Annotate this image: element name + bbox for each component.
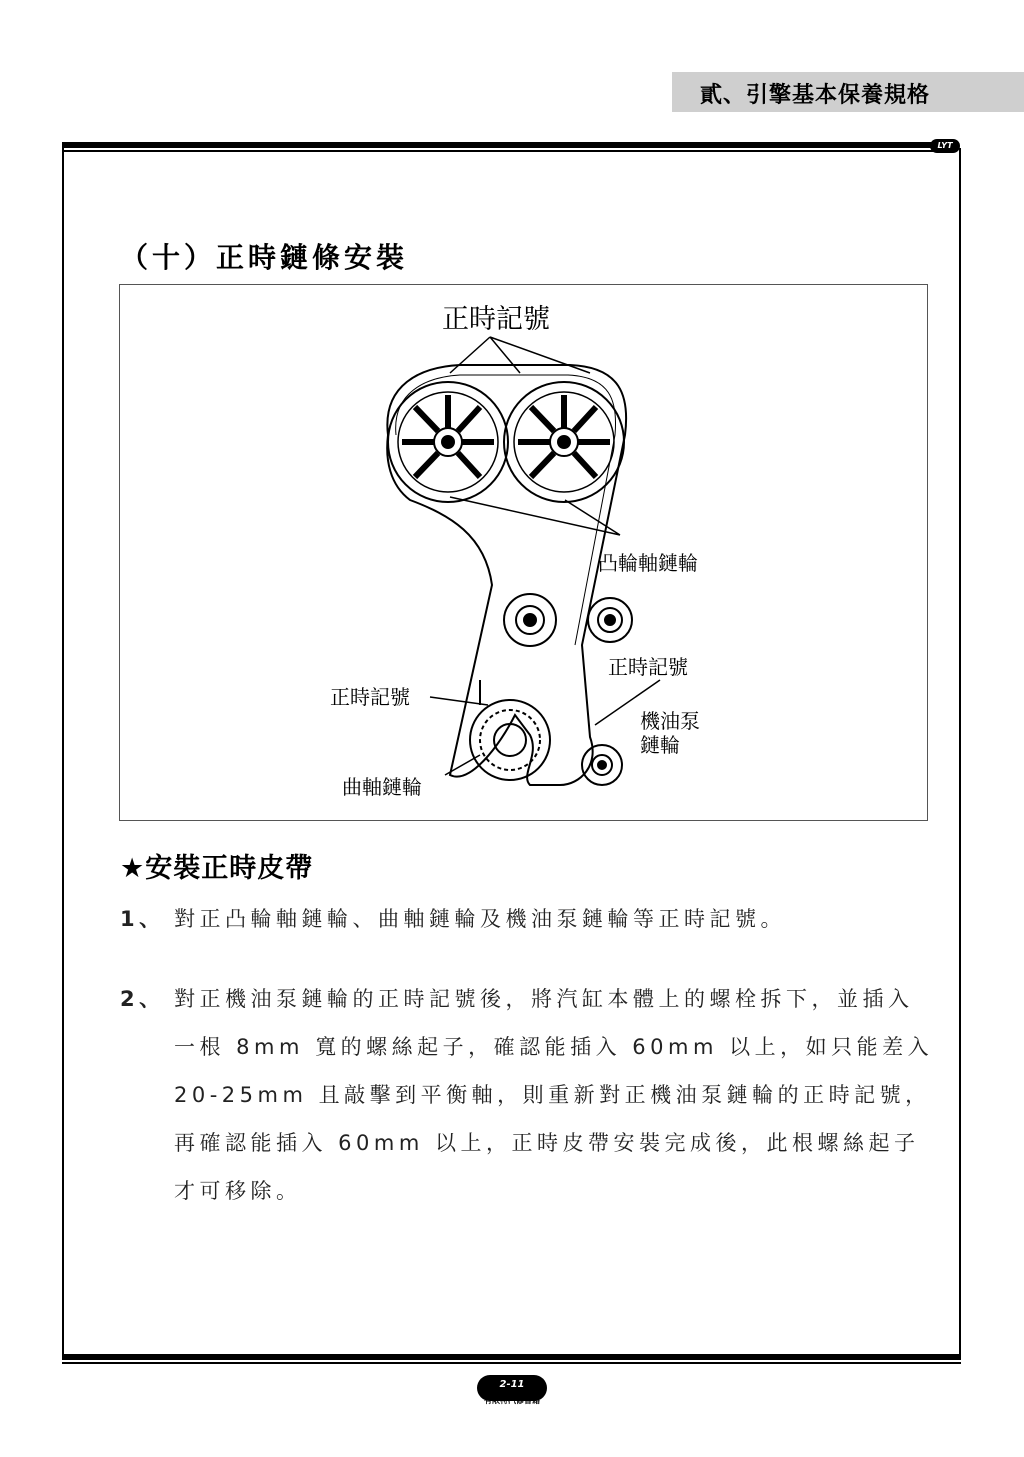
step-number: 1、 (120, 907, 165, 931)
step-text: 對正凸輪軸鏈輪、曲軸鏈輪及機油泵鏈輪等正時記號。 (174, 907, 786, 931)
step-text: 對正機油泵鏈輪的正時記號後，將汽缸本體上的螺栓拆下，並插入一根 8mm 寬的螺絲起子，確認能插入 60mm 以上，如只能差入 20-25mm 且敲擊到平衡軸，則重新對正機油泵鏈輪的正時記號，再確認能插入 60mm 以上，正時皮帶安裝完成後，此根螺絲起子才可移除。 (174, 987, 934, 1203)
section-title: （十）正時鏈條安裝 (120, 241, 409, 274)
frame-left-border (62, 148, 64, 1358)
chapter-header: 貳、引擎基本保養規格 (700, 83, 931, 108)
camshaft-sprocket-label: 凸輪軸鏈輪 (598, 551, 698, 575)
step-number: 2、 (120, 987, 165, 1011)
crankshaft-sprocket (470, 700, 550, 780)
timing-mark-label-right: 正時記號 (608, 655, 688, 679)
top-rule (62, 142, 942, 148)
publisher-label: 有限特汽修書籍 (484, 1396, 540, 1405)
logo-badge: LYT (930, 139, 960, 153)
subtitle: ★安裝正時皮帶 (120, 853, 314, 884)
bottom-rule (62, 1354, 961, 1360)
frame-right-border (959, 148, 961, 1358)
oil-pump-sprocket-label-1: 機油泵 (640, 709, 700, 733)
crankshaft-sprocket-label: 曲軸鏈輪 (342, 775, 422, 799)
timing-chain-drawing (120, 285, 929, 822)
timing-mark-label-left: 正時記號 (330, 685, 410, 709)
page-number-badge: 2-11 (477, 1375, 547, 1401)
timing-chain-diagram (119, 284, 928, 821)
top-rule-thin (62, 150, 942, 152)
oil-pump-sprocket-label-2: 鏈輪 (640, 733, 680, 757)
timing-mark-label-top: 正時記號 (442, 304, 550, 335)
bottom-rule-thin (62, 1362, 961, 1364)
